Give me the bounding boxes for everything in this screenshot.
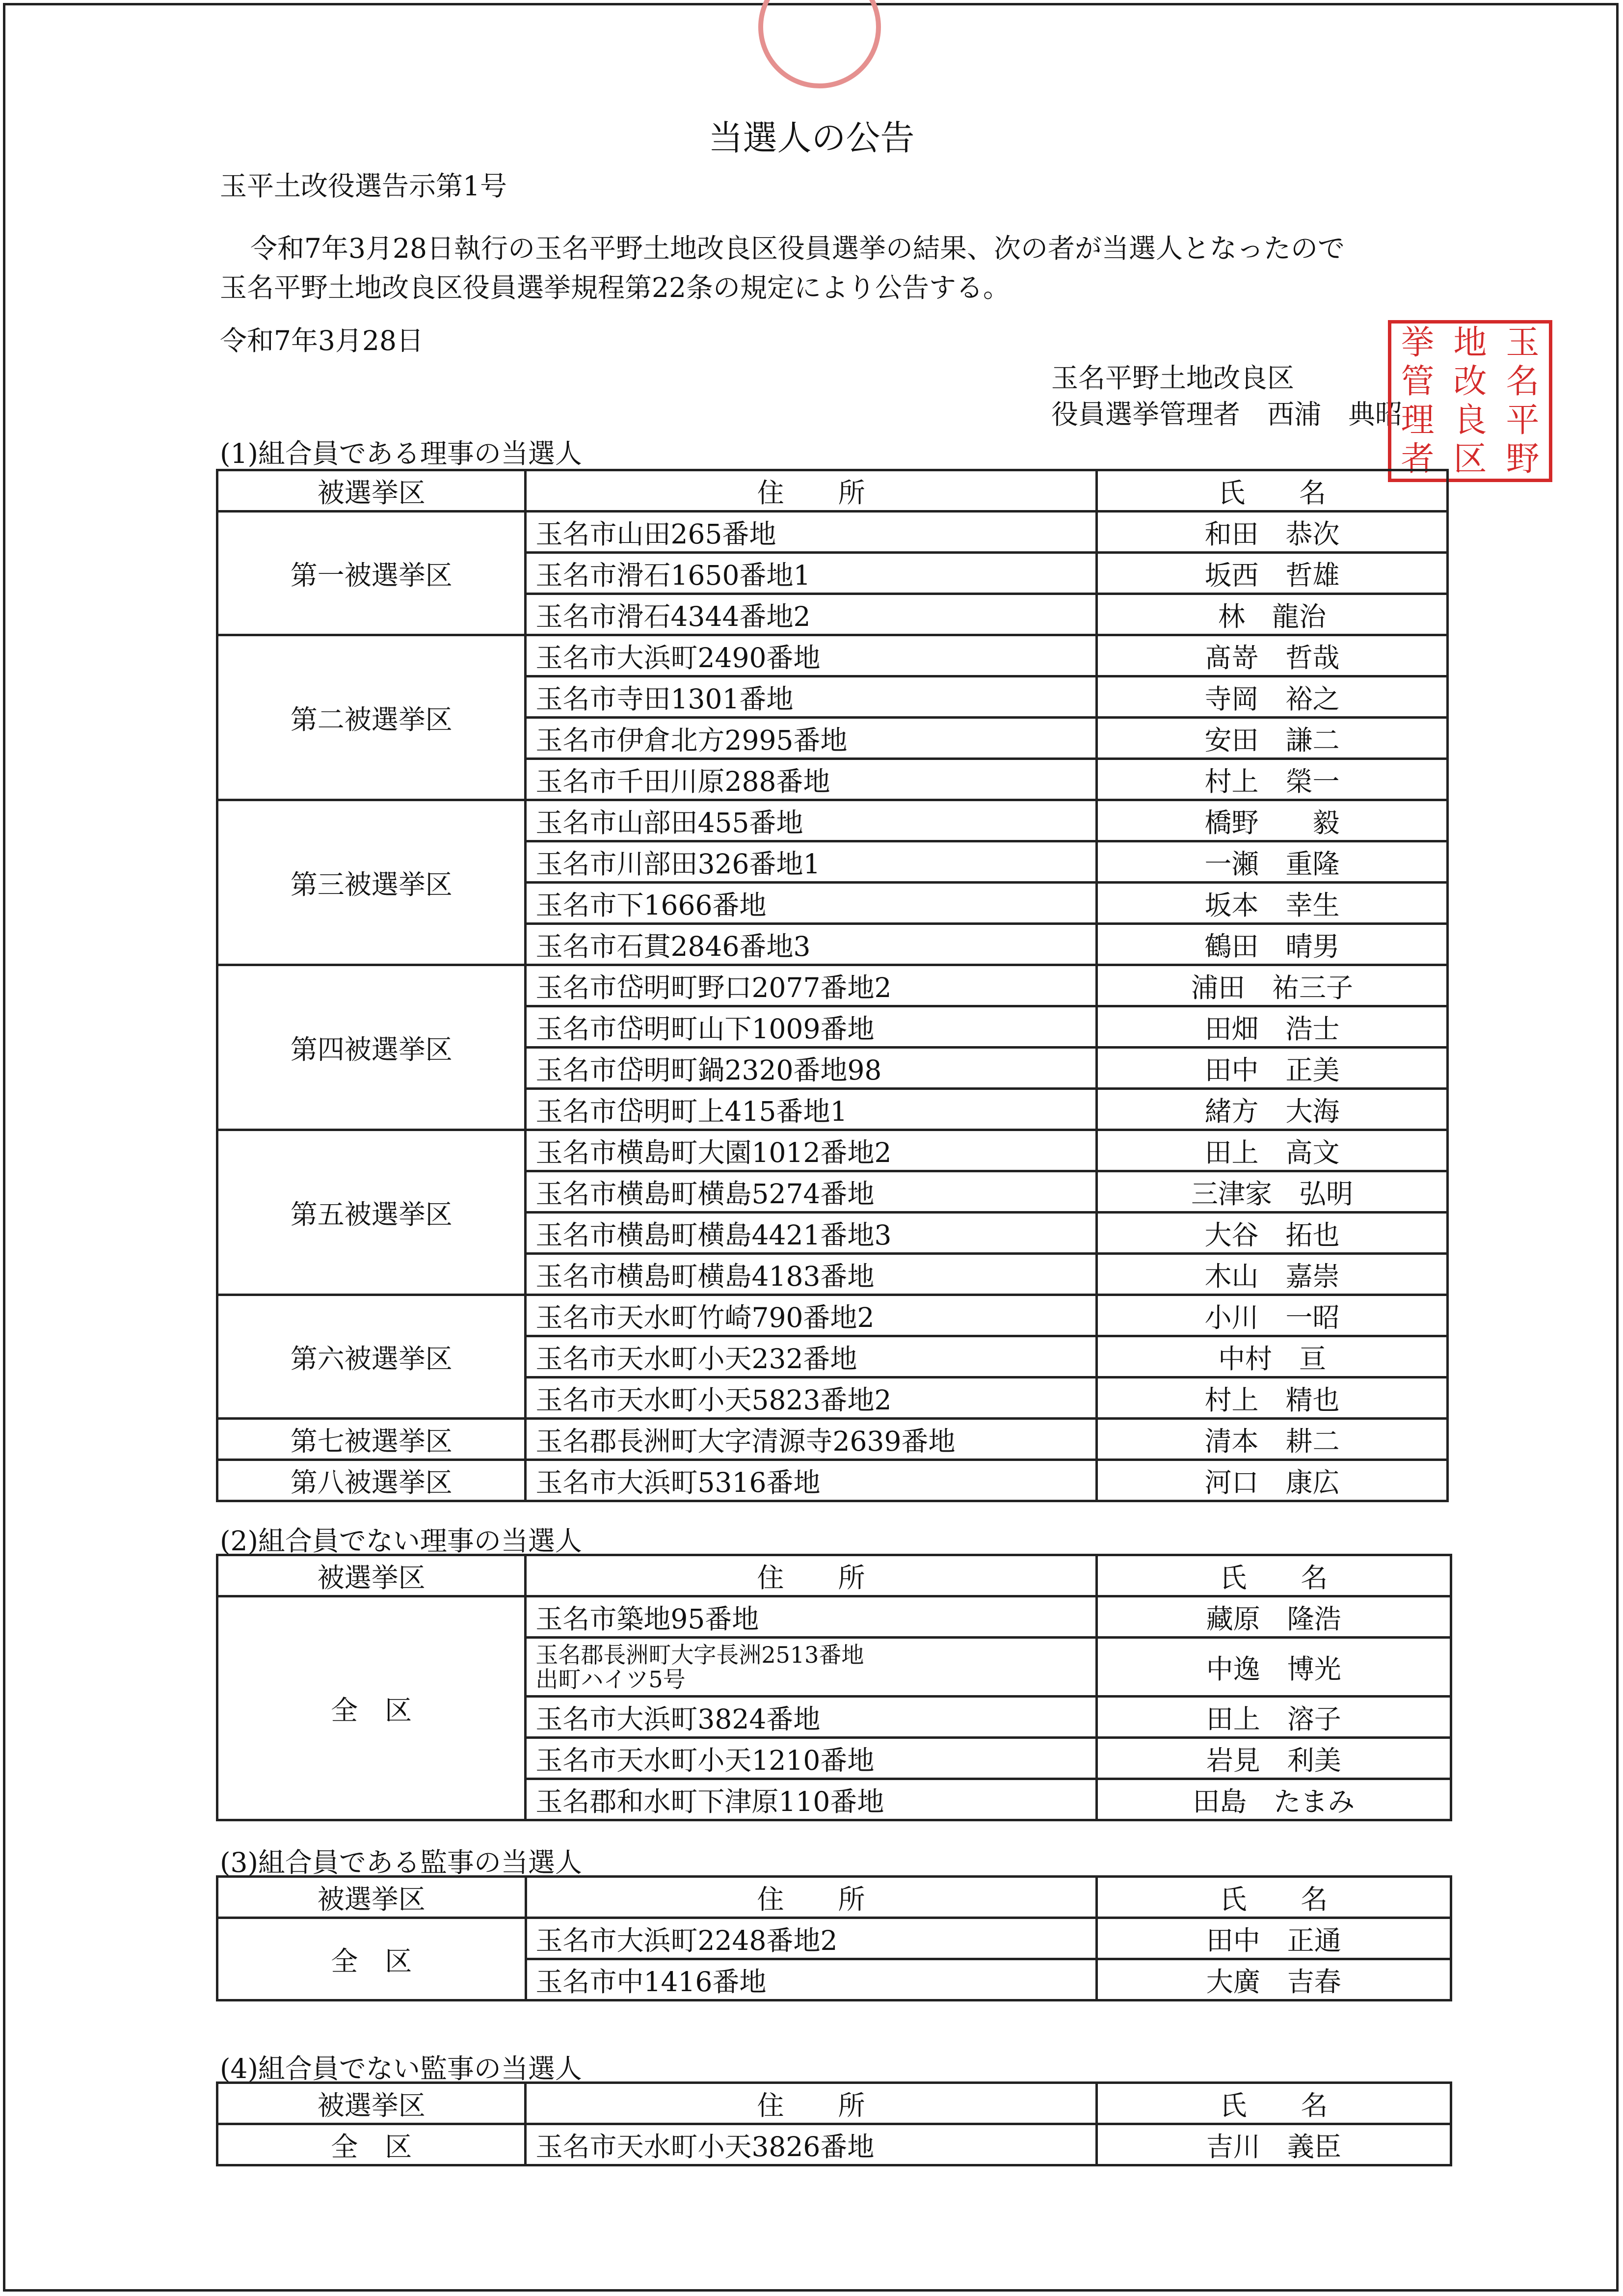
address-cell: 玉名市岱明町鍋2320番地98	[526, 1048, 1097, 1089]
document-date: 令和7年3月28日	[220, 325, 424, 356]
table-header-row	[217, 470, 1448, 512]
district-cell: 第四被選挙区	[217, 965, 526, 1130]
issuer-person: 役員選挙管理者 西浦 典昭	[1051, 399, 1403, 430]
section-4-table	[216, 2081, 1452, 2166]
name-cell: 緒方 大海	[1096, 1089, 1447, 1130]
name-cell: 安田 謙二	[1096, 718, 1447, 759]
address-cell: 玉名市中1416番地	[526, 1959, 1096, 2000]
district-cell: 第五被選挙区	[217, 1130, 526, 1295]
name-cell: 橋野 毅	[1096, 800, 1447, 841]
name-cell: 村上 榮一	[1096, 759, 1447, 800]
body-line-1: 令和7年3月28日執行の玉名平野土地改良区役員選挙の結果、次の者が当選人となったので	[250, 233, 1345, 264]
address-line-1: 玉名郡長洲町大字長洲2513番地	[535, 1641, 864, 1668]
address-cell: 玉名市川部田326番地1	[526, 841, 1097, 883]
address-cell: 玉名市大浜町2248番地2	[526, 1918, 1096, 1959]
name-cell: 三津家 弘明	[1096, 1171, 1447, 1213]
name-cell: 鶴田 晴男	[1096, 924, 1447, 965]
name-cell: 大谷 拓也	[1096, 1213, 1447, 1254]
table-row	[217, 1918, 1451, 1959]
header-address: 住 所	[526, 470, 1097, 512]
header-district: 被選挙区	[217, 1555, 526, 1596]
address-line-2: 出町ハイツ5号	[535, 1666, 686, 1693]
table-header-row	[217, 2083, 1451, 2124]
section-1-heading: (1)組合員である理事の当選人	[220, 438, 582, 469]
table-row	[217, 1130, 1448, 1171]
section-1-table	[216, 469, 1449, 1502]
name-cell: 大廣 吉春	[1096, 1959, 1451, 2000]
table-row	[217, 635, 1448, 676]
header-address: 住 所	[526, 1877, 1096, 1918]
district-cell: 第八被選挙区	[217, 1460, 526, 1501]
district-cell: 全 区	[217, 1596, 526, 1820]
header-name: 氏 名	[1096, 1877, 1451, 1918]
address-cell: 玉名市滑石1650番地1	[526, 553, 1097, 594]
district-cell: 第七被選挙区	[217, 1419, 526, 1460]
table-row	[217, 1295, 1448, 1336]
name-cell: 中村 亘	[1096, 1336, 1447, 1378]
table-row	[217, 1460, 1448, 1501]
district-cell: 第六被選挙区	[217, 1295, 526, 1419]
section-2-table	[216, 1554, 1452, 1821]
name-cell: 浦田 祐三子	[1096, 965, 1447, 1006]
address-cell: 玉名市滑石4344番地2	[526, 594, 1097, 635]
district-cell: 第三被選挙区	[217, 800, 526, 965]
section-2-heading: (2)組合員でない理事の当選人	[220, 1525, 582, 1557]
name-cell: 河口 康広	[1096, 1460, 1447, 1501]
name-cell: 田上 高文	[1096, 1130, 1447, 1171]
address-cell: 玉名市大浜町2490番地	[526, 635, 1097, 676]
table-row	[217, 1596, 1451, 1638]
name-cell: 木山 嘉崇	[1096, 1254, 1447, 1295]
notice-number: 玉平土改役選告示第1号	[220, 170, 507, 202]
address-cell: 玉名市大浜町3824番地	[526, 1697, 1096, 1738]
address-cell: 玉名市岱明町上415番地1	[526, 1089, 1097, 1130]
name-cell: 和田 恭次	[1096, 512, 1447, 553]
table-row	[217, 2124, 1451, 2165]
name-cell: 中逸 博光	[1096, 1638, 1451, 1697]
address-cell: 玉名市天水町小天1210番地	[526, 1738, 1096, 1779]
name-cell: 田畑 浩士	[1096, 1006, 1447, 1048]
name-cell: 田中 正美	[1096, 1048, 1447, 1089]
name-cell: 坂西 哲雄	[1096, 553, 1447, 594]
address-cell: 玉名市天水町小天3826番地	[526, 2124, 1096, 2165]
header-district: 被選挙区	[217, 2083, 526, 2124]
body-line-2: 玉名平野土地改良区役員選挙規程第22条の規定により公告する。	[220, 272, 1010, 303]
document-title: 当選人の公告	[708, 118, 915, 158]
name-cell: 清本 耕二	[1096, 1419, 1447, 1460]
address-cell: 玉名市大浜町5316番地	[526, 1460, 1097, 1501]
district-cell: 第一被選挙区	[217, 512, 526, 635]
table-header-row	[217, 1877, 1451, 1918]
name-cell: 村上 精也	[1096, 1378, 1447, 1419]
address-cell: 玉名市横島町横島5274番地	[526, 1171, 1097, 1213]
name-cell: 一瀬 重隆	[1096, 841, 1447, 883]
name-cell: 田島 たまみ	[1096, 1779, 1451, 1820]
address-cell: 玉名市横島町横島4421番地3	[526, 1213, 1097, 1254]
address-cell: 玉名郡長洲町大字清源寺2639番地	[526, 1419, 1097, 1460]
table-row	[217, 512, 1448, 553]
address-cell: 玉名市天水町小天232番地	[526, 1336, 1097, 1378]
name-cell: 田中 正通	[1096, 1918, 1451, 1959]
table-header-row	[217, 1555, 1451, 1596]
header-address: 住 所	[526, 1555, 1096, 1596]
name-cell: 吉川 義臣	[1096, 2124, 1451, 2165]
district-cell: 全 区	[217, 1918, 526, 2000]
name-cell: 坂本 幸生	[1096, 883, 1447, 924]
address-cell	[526, 1638, 1096, 1697]
header-district: 被選挙区	[217, 1877, 526, 1918]
header-address: 住 所	[526, 2083, 1096, 2124]
name-cell: 田上 溶子	[1096, 1697, 1451, 1738]
header-district: 被選挙区	[217, 470, 526, 512]
address-cell: 玉名市天水町竹崎790番地2	[526, 1295, 1097, 1336]
address-cell: 玉名市伊倉北方2995番地	[526, 718, 1097, 759]
name-cell: 小川 一昭	[1096, 1295, 1447, 1336]
name-cell: 藏原 隆浩	[1096, 1596, 1451, 1638]
section-4-heading: (4)組合員でない監事の当選人	[220, 2053, 582, 2084]
address-cell: 玉名市下1666番地	[526, 883, 1097, 924]
address-cell: 玉名郡和水町下津原110番地	[526, 1779, 1096, 1820]
name-cell: 岩見 利美	[1096, 1738, 1451, 1779]
address-cell: 玉名市横島町横島4183番地	[526, 1254, 1097, 1295]
section-3-table	[216, 1875, 1452, 2001]
address-cell: 玉名市横島町大園1012番地2	[526, 1130, 1097, 1171]
table-row	[217, 965, 1448, 1006]
district-cell: 全 区	[217, 2124, 526, 2165]
table-row	[217, 1419, 1448, 1460]
issuer-organization: 玉名平野土地改良区	[1051, 362, 1295, 394]
district-cell: 第二被選挙区	[217, 635, 526, 800]
address-cell: 玉名市天水町小天5823番地2	[526, 1378, 1097, 1419]
name-cell: 寺岡 裕之	[1096, 676, 1447, 718]
header-name: 氏 名	[1096, 470, 1447, 512]
address-cell: 玉名市石貫2846番地3	[526, 924, 1097, 965]
name-cell: 林 龍治	[1096, 594, 1447, 635]
header-name: 氏 名	[1096, 2083, 1451, 2124]
address-cell: 玉名市山部田455番地	[526, 800, 1097, 841]
name-cell: 髙嵜 哲哉	[1096, 635, 1447, 676]
address-cell: 玉名市築地95番地	[526, 1596, 1096, 1638]
section-3-heading: (3)組合員である監事の当選人	[220, 1847, 582, 1878]
address-cell: 玉名市山田265番地	[526, 512, 1097, 553]
official-seal: 挙 管 理 者 地 改 良 区 玉 名 平 野	[1388, 320, 1552, 482]
table-row	[217, 800, 1448, 841]
header-name: 氏 名	[1096, 1555, 1451, 1596]
address-cell: 玉名市千田川原288番地	[526, 759, 1097, 800]
address-cell: 玉名市岱明町山下1009番地	[526, 1006, 1097, 1048]
address-cell: 玉名市岱明町野口2077番地2	[526, 965, 1097, 1006]
address-cell: 玉名市寺田1301番地	[526, 676, 1097, 718]
